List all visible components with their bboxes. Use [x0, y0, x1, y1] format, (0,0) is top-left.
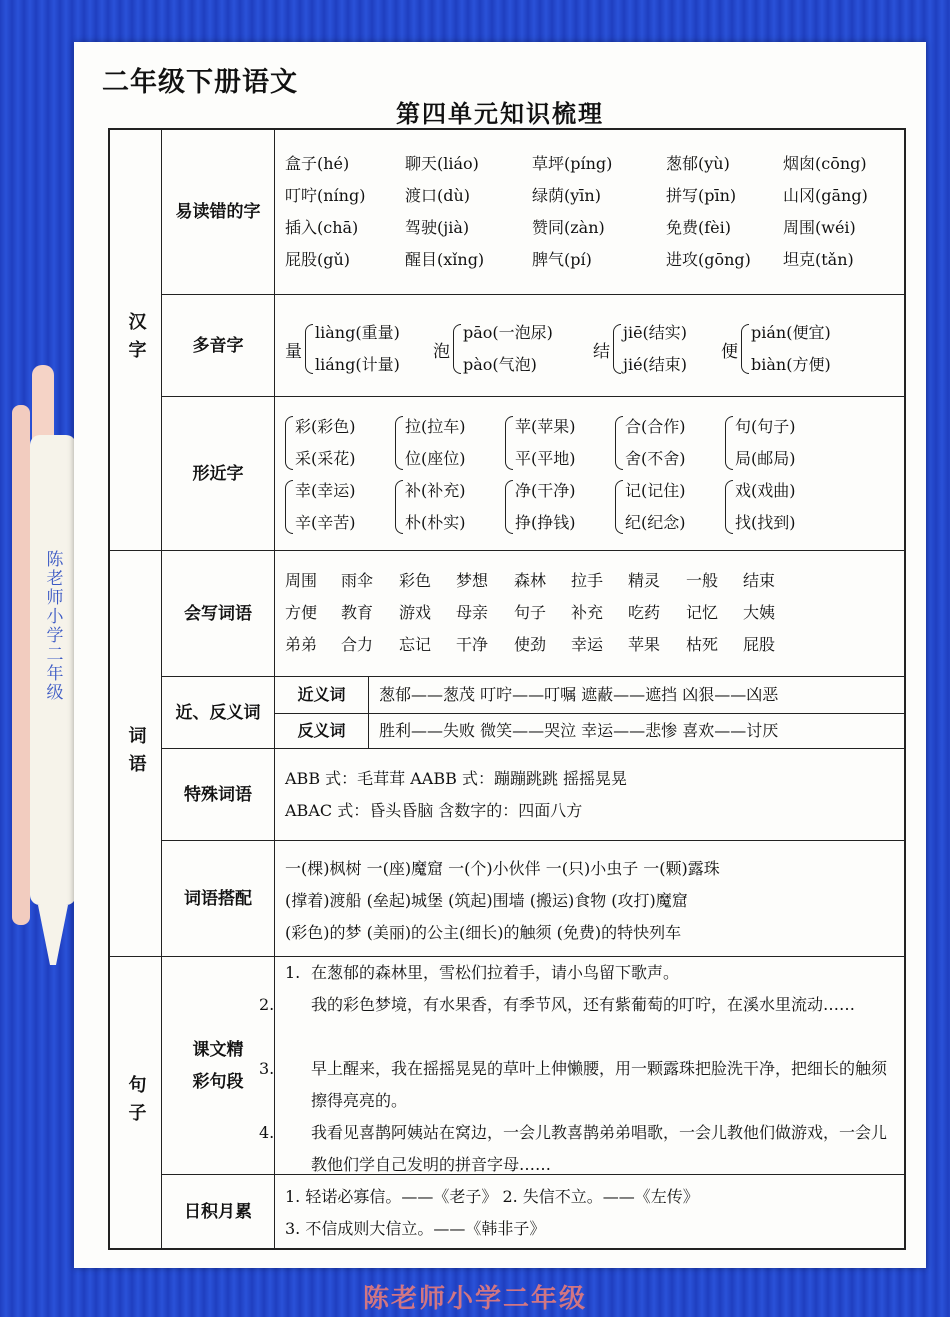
word-cell: 聊天(liáo) — [405, 154, 479, 173]
similar-char: 戏(戏曲) — [735, 481, 796, 500]
section-hanzi — [110, 130, 162, 551]
word: 枯死 — [686, 635, 719, 654]
word: 精灵 — [628, 571, 661, 590]
word: 干净 — [456, 635, 489, 654]
word-cell: 屁股(gǔ) — [285, 250, 351, 269]
word: 森林 — [514, 571, 547, 590]
similar-pair — [725, 475, 796, 539]
word: 母亲 — [456, 603, 489, 622]
yidu-row-2 — [285, 180, 898, 212]
brace — [453, 324, 461, 374]
jinyi-text: 葱郁——葱茂 叮咛——叮嘱 遮蔽——遮挡 凶狠——凶恶 — [379, 685, 779, 704]
word: 雨伞 — [341, 571, 374, 590]
word-cell: 渡口(dù) — [405, 186, 471, 205]
pen-text: 陈老师小学二年级 — [42, 550, 63, 702]
pen-tip — [38, 905, 68, 965]
similar-char: 纪(纪念) — [625, 513, 686, 532]
word: 结束 — [743, 571, 776, 590]
similar-char: 朴(朴实) — [405, 513, 466, 532]
polyphone-reading: pào(气泡) — [463, 355, 537, 374]
similar-char: 采(采花) — [295, 449, 356, 468]
passage-1 — [285, 957, 894, 989]
similar-char: 彩(彩色) — [295, 417, 356, 436]
polyphone-item — [593, 317, 687, 381]
similar-char: 局(邮局) — [735, 449, 796, 468]
pen-body — [30, 435, 76, 905]
row-content-huixie — [275, 551, 904, 677]
page-title: 第四单元知识梳理 — [396, 99, 604, 128]
similar-pair — [505, 475, 576, 539]
similar-char: 挣(挣钱) — [515, 513, 576, 532]
row-content-dapei — [275, 841, 904, 957]
row-label-kewen-1: 课文精 — [192, 1039, 244, 1060]
polyphone-item — [285, 317, 400, 381]
row-label-jinfan: 近、反义词 — [162, 677, 275, 749]
row-label-duoyin: 多音字 — [162, 295, 275, 397]
row-content-jinfan — [275, 677, 904, 749]
fanyi-row — [275, 713, 904, 749]
polyphone-reading: pāo(一泡尿) — [463, 323, 553, 342]
word: 一般 — [686, 571, 719, 590]
word-cell: 盒子(hé) — [285, 154, 350, 173]
word: 屁股 — [743, 635, 776, 654]
similar-pair — [395, 475, 466, 539]
yidu-row-3 — [285, 212, 898, 244]
yidu-row-4 — [285, 244, 898, 276]
word: 补充 — [571, 603, 604, 622]
similar-char: 补(补充) — [405, 481, 466, 500]
word-cell: 周围(wéi) — [783, 218, 856, 237]
similar-pair — [285, 475, 356, 539]
word-cell: 坦克(tǎn) — [783, 250, 854, 269]
passage-text: 早上醒来，我在摇摇晃晃的草叶上伸懒腰，用一颗露珠把脸洗干净，把细长的触须擦得亮亮的。 — [311, 1059, 888, 1110]
word: 游戏 — [399, 603, 432, 622]
row-label-yidu: 易读错的字 — [162, 130, 275, 295]
similar-pair — [285, 411, 356, 475]
section-hanzi-label: 汉字 — [125, 312, 147, 368]
similar-pair — [395, 411, 466, 475]
similar-char: 舍(不舍) — [625, 449, 686, 468]
passage-2 — [259, 989, 894, 1021]
pen-cap — [32, 365, 54, 445]
word: 忘记 — [399, 635, 432, 654]
polyphone-item — [433, 317, 553, 381]
brace — [741, 324, 749, 374]
word: 方便 — [285, 603, 318, 622]
word: 周围 — [285, 571, 318, 590]
word-cell: 烟囱(cōng) — [783, 154, 867, 173]
word: 弟弟 — [285, 635, 318, 654]
similar-char: 平(平地) — [515, 449, 576, 468]
word: 教育 — [341, 603, 374, 622]
polyphone-char: 泡 — [433, 341, 450, 362]
word-cell: 山冈(gāng) — [783, 186, 868, 205]
passage-text: 我的彩色梦境，有水果香，有季节风，还有紫葡萄的叮咛，在溪水里流动…… — [311, 995, 856, 1014]
word-cell: 葱郁(yù) — [666, 154, 730, 173]
row-content-riji — [275, 1175, 904, 1249]
pen-clip — [12, 405, 30, 925]
word-cell: 草坪(píng) — [532, 154, 613, 173]
word: 吃药 — [628, 603, 661, 622]
passage-number: 2. — [259, 995, 275, 1014]
word: 合力 — [341, 635, 374, 654]
row-content-xingjin — [275, 397, 904, 551]
passage-number: 3. — [259, 1059, 275, 1078]
row-label-xingjin: 形近字 — [162, 397, 275, 551]
pen — [12, 365, 70, 965]
similar-char: 净(干净) — [515, 481, 576, 500]
polyphone-reading: biàn(方便) — [751, 355, 831, 374]
similar-pair — [725, 411, 796, 475]
passage-number: 1. — [285, 963, 301, 982]
similar-char: 句(句子) — [735, 417, 796, 436]
polyphone-char: 便 — [721, 341, 738, 362]
word-cell: 进攻(gōng) — [666, 250, 751, 269]
similar-char: 幸(幸运) — [295, 481, 356, 500]
word: 使劲 — [514, 635, 547, 654]
word-cell: 免费(fèi) — [666, 218, 731, 237]
word: 梦想 — [456, 571, 489, 590]
similar-char: 找(找到) — [735, 513, 796, 532]
brace — [613, 324, 621, 374]
similar-char: 辛(辛苦) — [295, 513, 356, 532]
row-label-teshu: 特殊词语 — [162, 749, 275, 841]
teshu-line-1: ABB 式：毛茸茸 AABB 式：蹦蹦跳跳 摇摇晃晃 — [285, 769, 628, 788]
similar-pair — [615, 475, 686, 539]
word: 大姨 — [743, 603, 776, 622]
similar-char: 合(合作) — [625, 417, 686, 436]
watermark: 陈老师小学二年级 — [362, 1284, 587, 1314]
polyphone-char: 结 — [593, 341, 610, 362]
polyphone-reading: jié(结束) — [623, 355, 688, 374]
section-juzi — [110, 957, 162, 1249]
word: 拉手 — [571, 571, 604, 590]
polyphone-char: 量 — [285, 341, 302, 362]
word: 句子 — [514, 603, 547, 622]
yidu-row-1 — [285, 148, 898, 180]
passage-4 — [259, 1117, 894, 1181]
word-cell: 醒目(xǐng) — [405, 250, 485, 269]
riji-line-2: 3. 不信成则大信立。——《韩非子》 — [285, 1219, 546, 1238]
fanyi-label: 反义词 — [275, 713, 369, 748]
polyphone-item — [721, 317, 831, 381]
word-cell: 拼写(pīn) — [666, 186, 737, 205]
word-cell: 绿荫(yīn) — [532, 186, 601, 205]
knowledge-table — [108, 128, 906, 1250]
brace — [305, 324, 313, 374]
fanyi-text: 胜利——失败 微笑——哭泣 幸运——悲惨 喜欢——讨厌 — [379, 721, 779, 740]
riji-line-1: 1. 轻诺必寡信。——《老子》 2. 失信不立。——《左传》 — [285, 1187, 699, 1206]
dapei-line-1: 一(棵)枫树 一(座)魔窟 一(个)小伙伴 一(只)小虫子 一(颗)露珠 — [285, 859, 720, 878]
passage-3 — [259, 1053, 894, 1117]
polyphone-reading: liáng(计量) — [315, 355, 400, 374]
word-cell: 叮咛(níng) — [285, 186, 366, 205]
word: 记忆 — [686, 603, 719, 622]
word-cell: 插入(chā) — [285, 218, 359, 237]
row-label-riji: 日积月累 — [162, 1175, 275, 1249]
word-cell: 赞同(zàn) — [532, 218, 605, 237]
word-cell: 驾驶(jià) — [405, 218, 470, 237]
row-content-duoyin — [275, 295, 904, 397]
similar-char: 苹(苹果) — [515, 417, 576, 436]
row-label-dapei: 词语搭配 — [162, 841, 275, 957]
passage-text: 我看见喜鹊阿姨站在窝边，一会儿教喜鹊弟弟唱歌，一会儿教他们做游戏，一会儿教他们学自己发明的拼音字母…… — [311, 1123, 888, 1174]
word: 彩色 — [399, 571, 432, 590]
similar-pair — [505, 411, 576, 475]
passage-number: 4. — [259, 1123, 275, 1142]
polyphone-reading: pián(便宜) — [751, 323, 831, 342]
jinyi-row — [275, 677, 904, 713]
row-label-huixie: 会写词语 — [162, 551, 275, 677]
polyphone-reading: liàng(重量) — [315, 323, 400, 342]
similar-char: 拉(拉车) — [405, 417, 466, 436]
row-label-kewen-2: 彩句段 — [192, 1071, 244, 1092]
worksheet-paper — [74, 42, 926, 1268]
section-juzi-label: 句子 — [125, 1075, 147, 1131]
row-content-teshu — [275, 749, 904, 841]
similar-pair — [615, 411, 686, 475]
passage-text: 在葱郁的森林里，雪松们拉着手，请小鸟留下歌声。 — [311, 963, 680, 982]
word-cell: 脾气(pí) — [532, 250, 592, 269]
word: 苹果 — [628, 635, 661, 654]
similar-char: 记(记住) — [625, 481, 686, 500]
section-ciyu-label: 词语 — [125, 725, 147, 782]
jinyi-label: 近义词 — [275, 677, 369, 713]
teshu-line-2: ABAC 式：昏头昏脑 含数字的：四面八方 — [285, 801, 583, 820]
dapei-line-3: (彩色)的梦 (美丽)的公主(细长)的触须 (免费)的特快列车 — [285, 923, 682, 942]
similar-char: 位(座位) — [405, 449, 466, 468]
dapei-line-2: (撑着)渡船 (垒起)城堡 (筑起)围墙 (搬运)食物 (攻打)魔窟 — [285, 891, 688, 910]
section-ciyu — [110, 551, 162, 957]
polyphone-reading: jiē(结实) — [623, 323, 688, 342]
row-content-kewen — [259, 957, 904, 1175]
word: 幸运 — [571, 635, 604, 654]
brand-title: 二年级下册语文 — [102, 67, 298, 98]
row-content-yidu — [275, 130, 904, 295]
